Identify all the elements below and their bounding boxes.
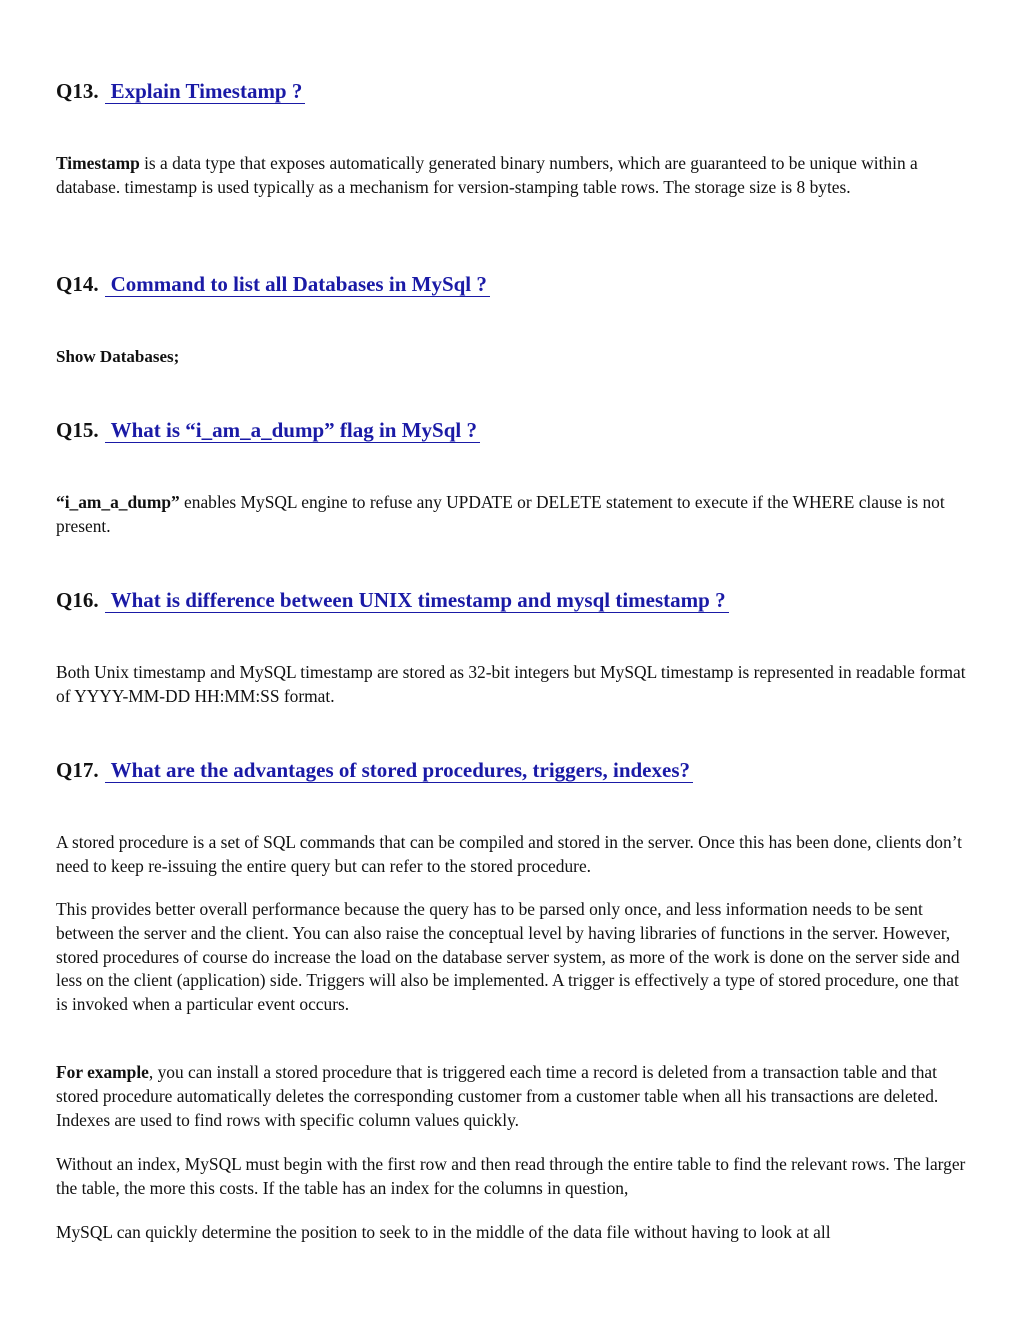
question-link-q17[interactable]: What are the advantages of stored procedures, triggers, indexes?: [105, 758, 693, 783]
answer-text: enables MySQL engine to refuse any UPDATE or DELETE statement to execute if the WHERE clause is not present.: [56, 492, 945, 536]
answer-q17-paragraph-4: Without an index, MySQL must begin with the first row and then read through the entire table to find the relevant rows. The larger the table, the more this costs. If the table has an index for the columns in question,: [56, 1154, 966, 1198]
question-heading-q13: [56, 79, 305, 104]
question-number: Q13.: [56, 79, 99, 103]
question-heading-q15: [56, 418, 480, 443]
answer-q17-paragraph-1: A stored procedure is a set of SQL commands that can be compiled and stored in the server. Once this has been done, clients don’t need to keep re-issuing the entire query but can refer to the stored procedure.: [56, 832, 963, 876]
question-number: Q16.: [56, 588, 99, 612]
question-link-q15[interactable]: What is “i_am_a_dump” flag in MySql ?: [105, 418, 480, 443]
answer-q17-paragraph-2: This provides better overall performance because the query has to be parsed only once, and less information needs to be sent between the server and the client. You can also raise the conceptual level by having libraries of functions in the server. However, stored procedures of course do increase the load on the database server system, as more of the work is done on the server side and less on the client (application) side. Triggers will also be implemented. A trigger is effectively a type of stored procedure, one that is invoked when a particular event occurs.: [56, 899, 960, 1015]
answer-q13: [56, 152, 966, 200]
question-heading-q17: [56, 758, 693, 783]
answer-q16: Both Unix timestamp and MySQL timestamp are stored as 32-bit integers but MySQL timestamp is represented in readable format of YYYY-MM-DD HH:MM:SS format.: [56, 662, 966, 706]
answer-term: Timestamp: [56, 153, 140, 173]
answer-term: “i_am_a_dump”: [56, 492, 180, 512]
answer-q15: [56, 491, 966, 539]
answer-term: For example: [56, 1062, 149, 1082]
question-link-q16[interactable]: What is difference between UNIX timestamp and mysql timestamp ?: [105, 588, 729, 613]
question-number: Q17.: [56, 758, 99, 782]
answer-q14: Show Databases;: [56, 347, 180, 366]
question-heading-q14: [56, 272, 490, 297]
answer-text: , you can install a stored procedure that is triggered each time a record is deleted from a transaction table and that stored procedure automatically deletes the corresponding customer from a customer table when all his transactions are deleted. Indexes are used to find rows with specific column values quickly.: [56, 1062, 939, 1130]
question-number: Q14.: [56, 272, 99, 296]
question-link-q13[interactable]: Explain Timestamp ?: [105, 79, 306, 104]
question-heading-q16: [56, 588, 729, 613]
answer-q17-paragraph-5: MySQL can quickly determine the position to seek to in the middle of the data file without having to look at all: [56, 1222, 831, 1242]
question-number: Q15.: [56, 418, 99, 442]
answer-q17-paragraph-3: [56, 1061, 966, 1132]
question-link-q14[interactable]: Command to list all Databases in MySql ?: [105, 272, 490, 297]
answer-text: is a data type that exposes automatically generated binary numbers, which are guaranteed to be unique within a database. timestamp is used typically as a mechanism for version-stamping table rows. The storage size is 8 bytes.: [56, 153, 918, 197]
